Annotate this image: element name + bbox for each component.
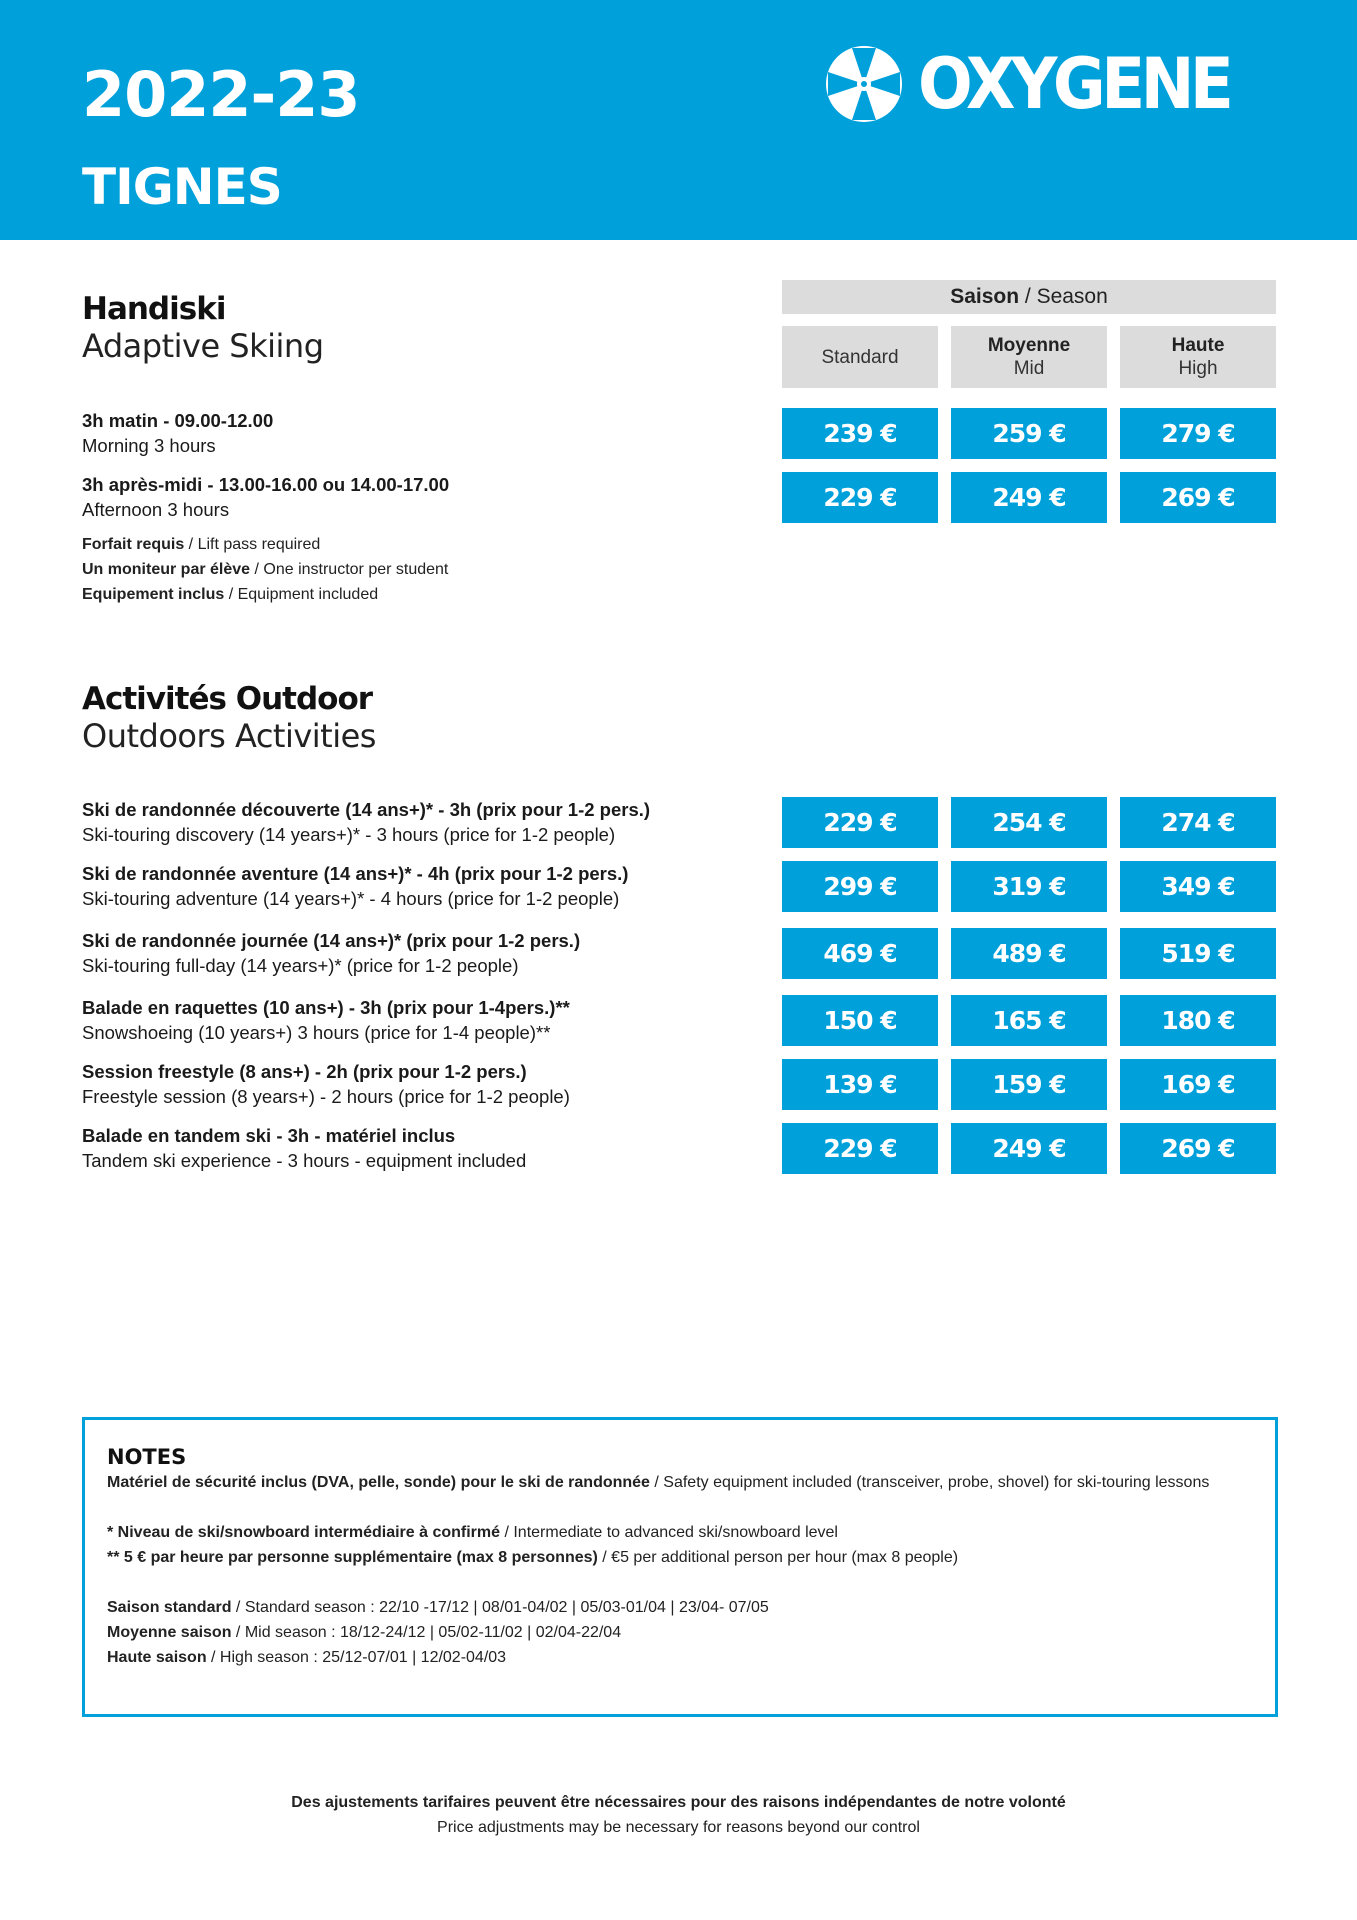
row-label-fr xyxy=(82,928,580,953)
row-label-fr-duration: 3h xyxy=(449,799,472,820)
season-header xyxy=(782,280,1276,314)
price-cell: 299 € xyxy=(782,861,938,912)
season-year: 2022-23 xyxy=(82,58,360,131)
requirement-en: / Equipment included xyxy=(224,586,379,603)
row-label-fr-mid: (8 ans+) - xyxy=(234,1061,327,1082)
price-cell: 249 € xyxy=(951,472,1107,523)
price-cell: 139 € xyxy=(782,1059,938,1110)
handiski-row-morning xyxy=(82,408,273,458)
row-label-en: Morning 3 hours xyxy=(82,435,216,456)
price-cell: 274 € xyxy=(1120,797,1276,848)
row-label-fr xyxy=(82,861,628,886)
notes-title: NOTES xyxy=(107,1445,187,1469)
price-cell: 469 € xyxy=(782,928,938,979)
outdoor-row xyxy=(82,995,570,1045)
price-cell: 259 € xyxy=(951,408,1107,459)
oxygene-logo xyxy=(822,42,1277,126)
column-mid xyxy=(951,326,1107,388)
column-standard-label: Standard xyxy=(821,346,899,368)
note-fr: ** 5 € par heure par personne supplémentaire (max 8 personnes) xyxy=(107,1549,598,1566)
note-mid-season xyxy=(107,1620,1255,1645)
row-label-en: Tandem ski experience - 3 hours - equipment included xyxy=(82,1150,527,1171)
column-standard xyxy=(782,326,938,388)
column-high xyxy=(1120,326,1276,388)
note-fr: * Niveau de ski/snowboard intermédiaire à confirmé xyxy=(107,1524,501,1541)
price-cell: 229 € xyxy=(782,797,938,848)
row-label-fr-end: (prix pour 1-2 pers.) xyxy=(347,1061,527,1082)
requirement-instructor xyxy=(82,557,448,582)
row-label-fr-duration: 2h xyxy=(326,1061,348,1082)
row-label-fr-mid: (10 ans+) - xyxy=(257,997,361,1018)
requirement-fr: Equipement inclus xyxy=(82,586,225,603)
row-label-en: Snowshoeing (10 years+) 3 hours (price for 1-4 people)** xyxy=(82,1022,551,1043)
price-cell: 489 € xyxy=(951,928,1107,979)
outdoor-row xyxy=(82,1059,570,1109)
column-high-label-fr: Haute xyxy=(1171,335,1225,356)
footer-disclaimer-en: Price adjustments may be necessary for reasons beyond our control xyxy=(437,1819,920,1836)
price-cell: 159 € xyxy=(951,1059,1107,1110)
notes-box xyxy=(82,1417,1278,1717)
oxygene-emblem-icon xyxy=(822,42,906,126)
row-label-fr-bold: Session freestyle xyxy=(82,1061,235,1082)
outdoor-title-en: Outdoors Activities xyxy=(82,717,376,755)
row-label-fr-mid: (14 ans+)* - xyxy=(340,799,450,820)
price-cell: 254 € xyxy=(951,797,1107,848)
note-fr: Saison standard xyxy=(107,1599,232,1616)
requirement-fr: Un moniteur par élève xyxy=(82,561,251,578)
row-label-en: Ski-touring full-day (14 years+)* (price for 1-2 people) xyxy=(82,955,519,976)
brand-wordmark: OXYGENE xyxy=(918,43,1230,125)
requirement-fr: Forfait requis xyxy=(82,536,185,553)
row-label-fr xyxy=(82,797,650,822)
note-safety xyxy=(107,1470,1255,1495)
footer-disclaimer xyxy=(0,1790,1357,1840)
note-fr: Matériel de sécurité inclus (DVA, pelle, sonde) pour le ski de randonnée xyxy=(107,1474,650,1491)
note-fr: Haute saison xyxy=(107,1649,207,1666)
row-label-fr-bold: Balade en raquettes xyxy=(82,997,258,1018)
requirement-lift-pass xyxy=(82,532,320,557)
row-label-fr xyxy=(82,1123,526,1148)
note-en: / Mid season : 18/12-24/12 | 05/02-11/02 | 02/04-22/04 xyxy=(231,1624,622,1641)
row-label-fr-bold: Balade en tandem ski - 3h - matériel inclus xyxy=(82,1125,456,1146)
column-mid-label-fr: Moyenne xyxy=(987,335,1071,356)
outdoor-row xyxy=(82,861,628,911)
footer-disclaimer-fr: Des ajustements tarifaires peuvent être nécessaires pour des raisons indépendantes de notre volonté xyxy=(291,1794,1066,1811)
row-label-fr xyxy=(82,995,570,1020)
price-cell: 519 € xyxy=(1120,928,1276,979)
price-cell: 239 € xyxy=(782,408,938,459)
row-label-fr-end: (prix pour 1-2 pers.) xyxy=(449,863,629,884)
row-label-fr-end: (prix pour 1-4pers.)** xyxy=(381,997,570,1018)
note-en: / Safety equipment included (transceiver, probe, shovel) for ski-touring lessons xyxy=(649,1474,1210,1491)
price-cell: 229 € xyxy=(782,472,938,523)
note-extra-person xyxy=(107,1545,1255,1570)
row-label-en: Ski-touring discovery (14 years+)* - 3 hours (price for 1-2 people) xyxy=(82,824,616,845)
note-en: / Standard season : 22/10 -17/12 | 08/01-04/02 | 05/03-01/04 | 23/04- 07/05 xyxy=(231,1599,769,1616)
note-en: / €5 per additional person per hour (max 8 people) xyxy=(597,1549,959,1566)
row-label-fr-end: (prix pour 1-2 pers.) xyxy=(406,930,581,951)
row-label-fr-end: (prix pour 1-2 pers.) xyxy=(471,799,651,820)
price-cell: 269 € xyxy=(1120,472,1276,523)
handiski-title-en: Adaptive Skiing xyxy=(82,327,324,365)
price-cell: 349 € xyxy=(1120,861,1276,912)
outdoor-title xyxy=(82,680,376,754)
outdoor-row xyxy=(82,1123,526,1173)
note-fr: Moyenne saison xyxy=(107,1624,232,1641)
requirement-en: / One instructor per student xyxy=(250,561,449,578)
row-label-fr: 3h après-midi - 13.00-16.00 ou 14.00-17.00 xyxy=(82,474,450,495)
requirement-en: / Lift pass required xyxy=(184,536,321,553)
row-label-fr-mid: (14 ans+)* - xyxy=(318,863,428,884)
note-level xyxy=(107,1520,1255,1545)
row-label-fr-duration: 3h xyxy=(360,997,382,1018)
price-cell: 249 € xyxy=(951,1123,1107,1174)
outdoor-title-fr: Activités Outdoor xyxy=(82,681,373,717)
header-banner xyxy=(0,0,1357,240)
price-cell: 169 € xyxy=(1120,1059,1276,1110)
handiski-title xyxy=(82,290,324,364)
handiski-row-afternoon xyxy=(82,472,449,522)
row-label-fr xyxy=(82,1059,570,1084)
price-cell: 229 € xyxy=(782,1123,938,1174)
row-label-en: Freestyle session (8 years+) - 2 hours (price for 1-2 people) xyxy=(82,1086,570,1107)
row-label-fr-bold: Ski de randonnée découverte xyxy=(82,799,341,820)
outdoor-row xyxy=(82,797,650,847)
note-en: / High season : 25/12-07/01 | 12/02-04/03 xyxy=(206,1649,507,1666)
price-cell: 165 € xyxy=(951,995,1107,1046)
season-label-en: / Season xyxy=(1019,285,1108,308)
row-label-fr-duration: 4h xyxy=(427,863,450,884)
season-label-fr: Saison xyxy=(950,285,1020,308)
row-label-en: Ski-touring adventure (14 years+)* - 4 hours (price for 1-2 people) xyxy=(82,888,620,909)
price-cell: 180 € xyxy=(1120,995,1276,1046)
requirement-equipment xyxy=(82,582,378,607)
column-mid-label-en: Mid xyxy=(1013,358,1045,379)
row-label-fr-bold: Ski de randonnée aventure xyxy=(82,863,319,884)
row-label-fr: 3h matin - 09.00-12.00 xyxy=(82,410,274,431)
note-en: / Intermediate to advanced ski/snowboard level xyxy=(500,1524,838,1541)
resort-name: TIGNES xyxy=(82,158,282,216)
row-label-en: Afternoon 3 hours xyxy=(82,499,230,520)
column-high-label-en: High xyxy=(1178,358,1218,379)
price-cell: 279 € xyxy=(1120,408,1276,459)
price-cell: 319 € xyxy=(951,861,1107,912)
price-cell: 150 € xyxy=(782,995,938,1046)
handiski-title-fr: Handiski xyxy=(82,291,226,327)
row-label-fr-bold: Ski de randonnée journée xyxy=(82,930,309,951)
note-standard-season xyxy=(107,1595,1255,1620)
price-cell: 269 € xyxy=(1120,1123,1276,1174)
outdoor-row xyxy=(82,928,580,978)
note-high-season xyxy=(107,1645,1255,1670)
row-label-fr-mid: (14 ans+)* xyxy=(308,930,407,951)
